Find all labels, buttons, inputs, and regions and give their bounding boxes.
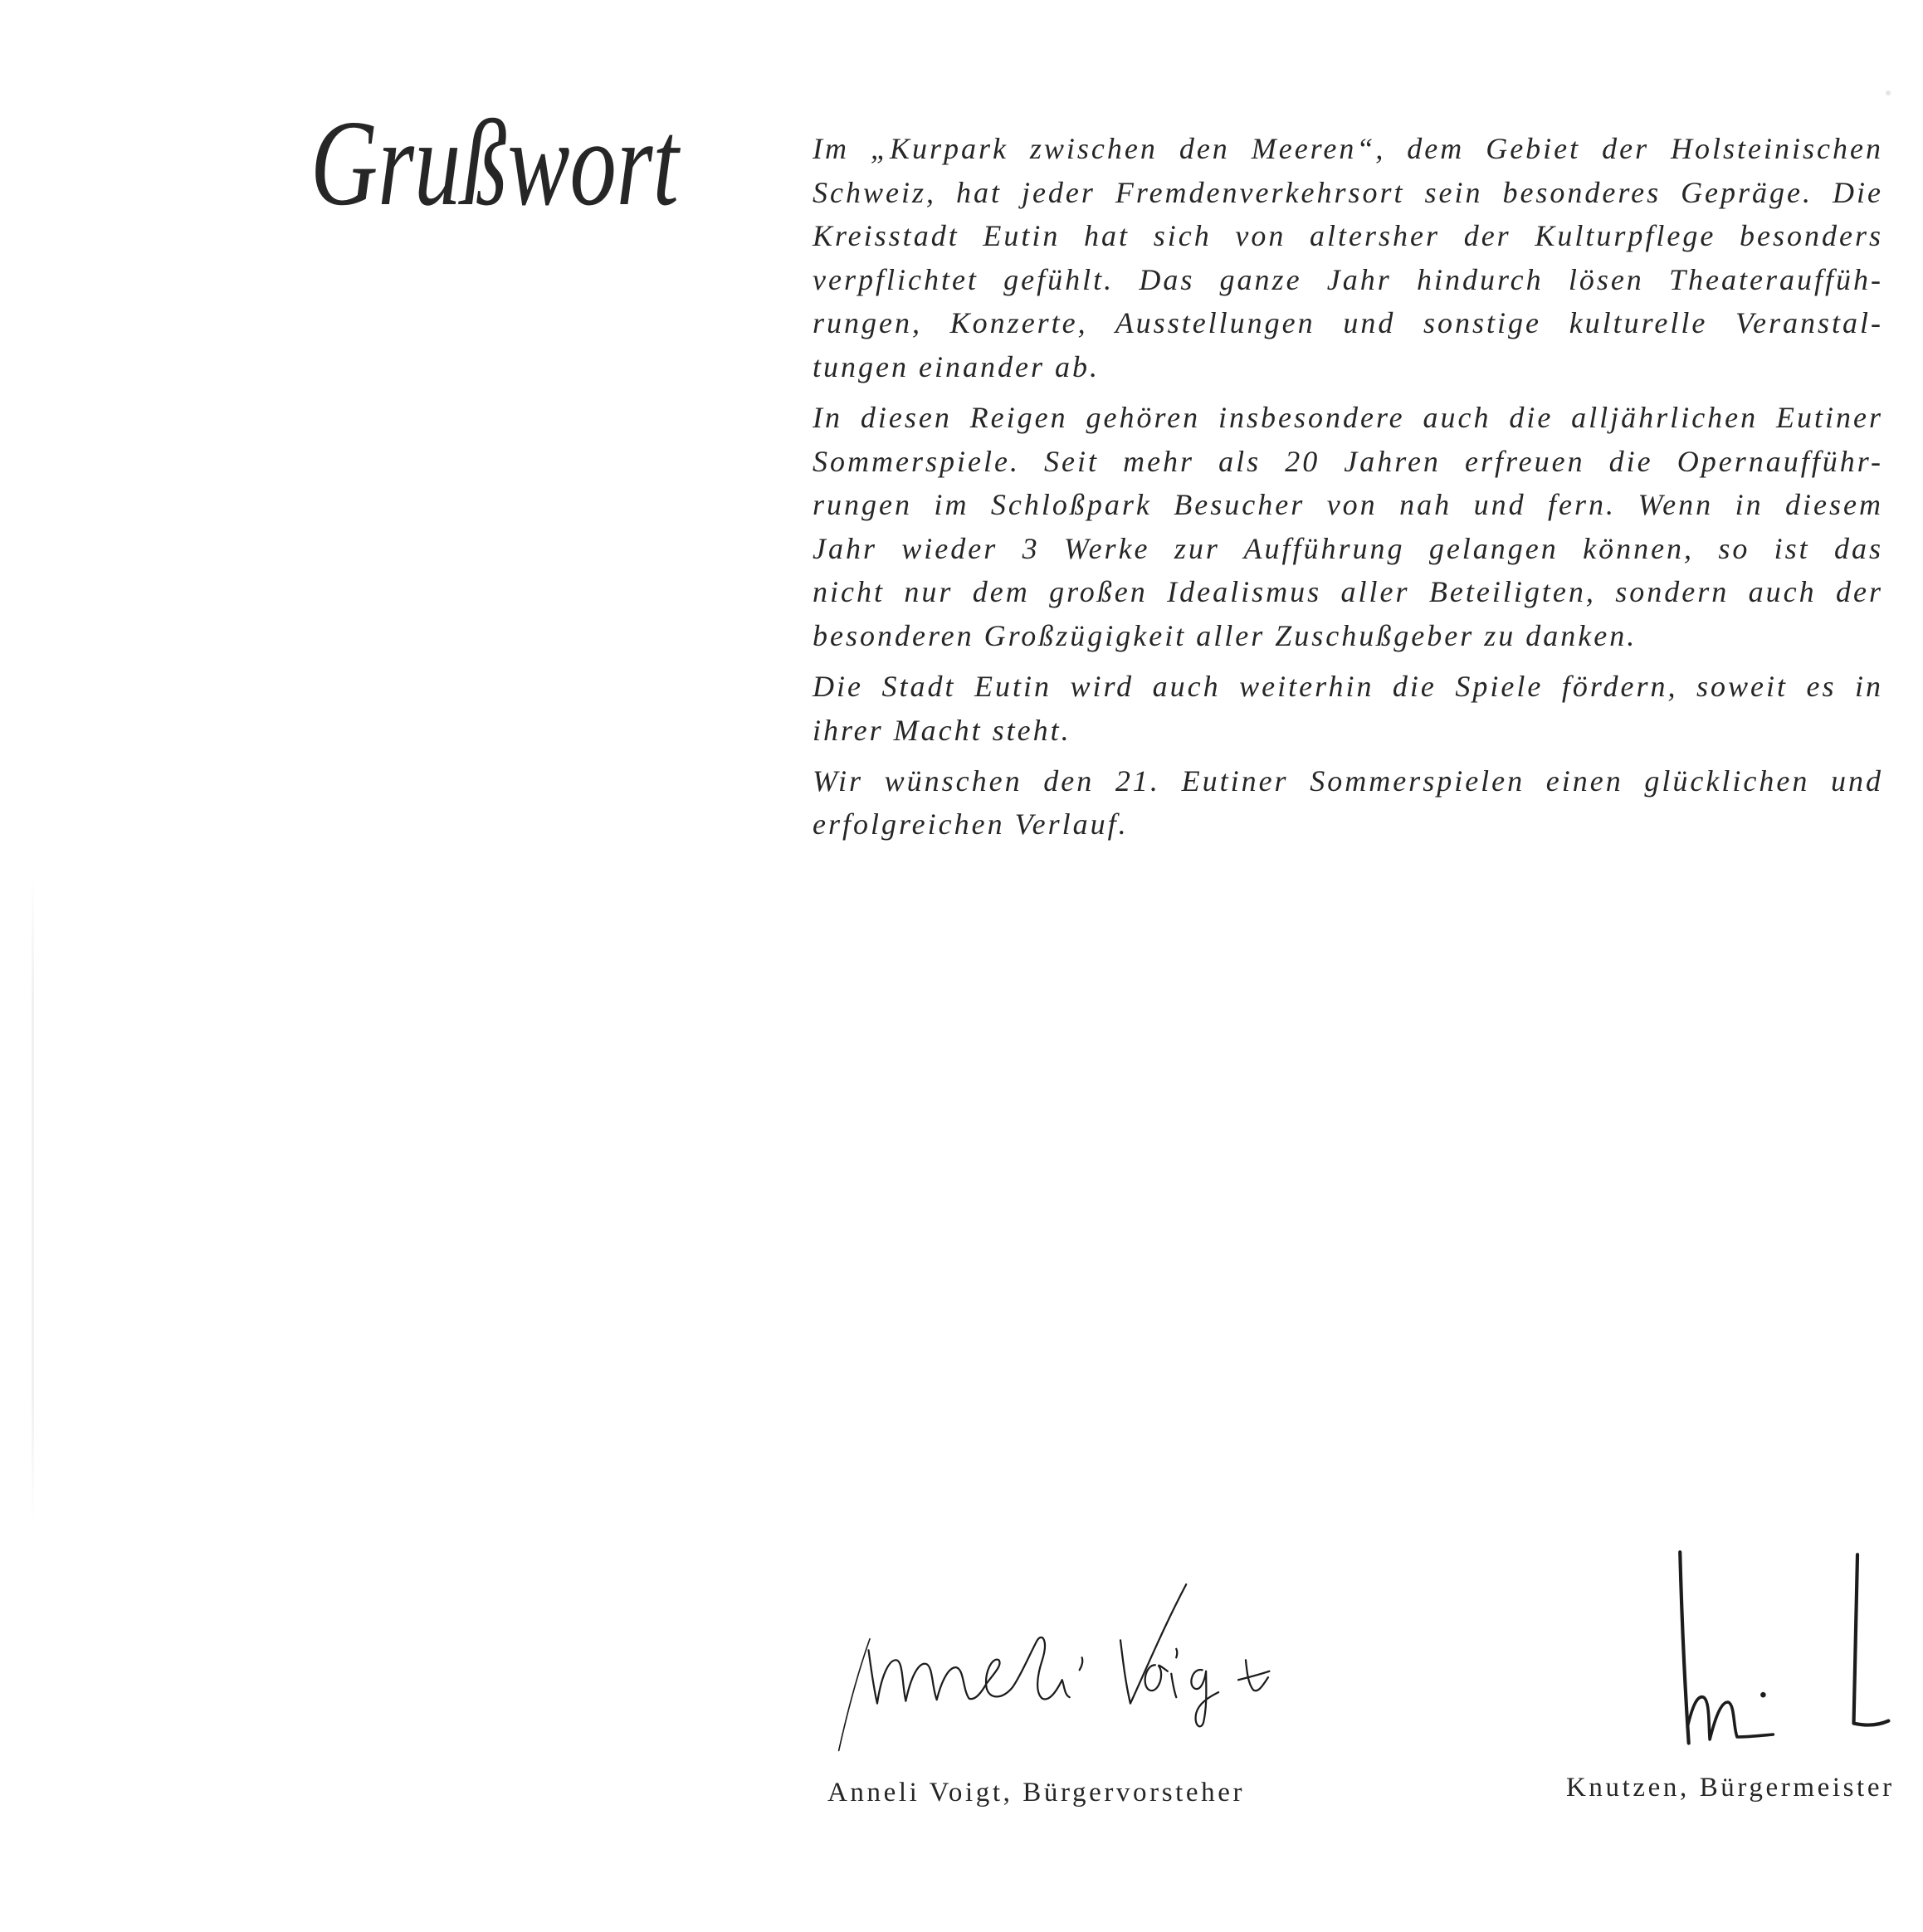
signature-stroke [1120,1584,1186,1704]
signature-stroke [1854,1554,1889,1725]
signature-stroke [869,1637,1070,1704]
signature-stroke [1680,1552,1688,1743]
signature-caption-knutzen: Knutzen, Bürgermeister [1566,1773,1895,1803]
text-line: Sommerspiele. Seit mehr als 20 Jahren erfreuen die Opernaufführ- [813,444,1883,478]
text-line: Kreisstadt Eutin hat sich von altersher der Kulturpflege besonders [813,219,1883,253]
signature-stroke [1238,1671,1269,1680]
text-line: erfolgreichen Verlauf. [813,807,1129,842]
paragraph [813,127,1883,389]
text-line: Schweiz, hat jeder Fremdenverkehrsort sein besonderes Gepräge. Die [813,175,1883,209]
signature-voigt [839,1584,1270,1750]
paragraph [813,665,1883,752]
text-line: Im „Kurpark zwischen den Meeren“, dem Gebiet der Holsteinischen [813,132,1883,165]
signature-caption-voigt: Anneli Voigt, Bürgervorsteher [827,1778,1246,1808]
scan-speck [1886,90,1891,95]
signature-stroke [1687,1697,1773,1739]
text-line: Jahr wieder 3 Werke zur Aufführung gelangen können, so ist das [813,531,1883,565]
scan-edge-mark [32,871,34,1527]
text-line: verpflichtet gefühlt. Das ganze Jahr hindurch lösen Theaterauffüh- [813,262,1883,296]
text-line: In diesen Reigen gehören insbesondere auch die alljährlichen Eutiner [813,401,1883,435]
page-title: Grußwort [310,95,679,232]
text-line: ihrer Macht steht. [813,713,1071,747]
signature-stroke [1191,1670,1218,1726]
greeting-text [813,127,1883,846]
signature-stroke [1145,1665,1168,1690]
text-line: Wir wünschen den 21. Eutiner Sommerspielen einen glücklichen und [813,764,1883,798]
text-line: tungen einander ab. [813,349,1100,383]
text-line: nicht nur dem großen Idealismus aller Beteiligten, sondern auch der [813,575,1883,609]
text-line: Die Stadt Eutin wird auch weiterhin die Spiele fördern, soweit es in [813,670,1883,704]
signature-stroke [1246,1660,1268,1690]
signature-stroke [839,1639,870,1751]
text-line: besonderen Großzügigkeit aller Zuschußgeber zu danken. [813,619,1637,653]
text-line: rungen, Konzerte, Ausstellungen und sonstige kulturelle Veranstal- [813,306,1883,340]
paragraph [813,396,1883,658]
signature-stroke [1080,1657,1083,1670]
signature-knutzen [1680,1552,1888,1743]
signature-stroke [1171,1674,1176,1697]
signature-stroke [1176,1649,1177,1657]
paragraph [813,759,1883,846]
signature-dot [1760,1692,1766,1698]
text-line: rungen im Schloßpark Besucher von nah und fern. Wenn in diesem [813,488,1883,522]
